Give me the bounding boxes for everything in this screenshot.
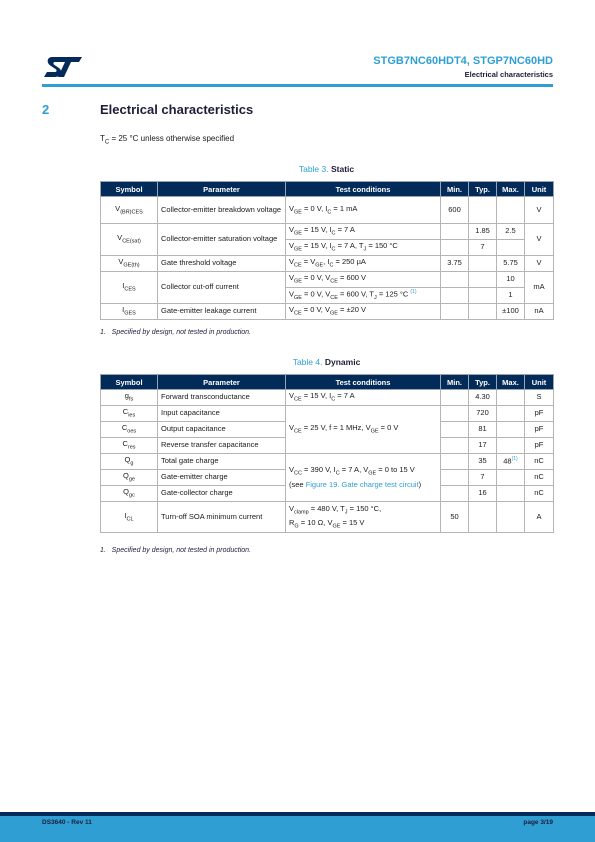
typ-cell: 1.85 <box>469 224 497 240</box>
condition-cell: $V_{GE} = 15$ V, $I_C = 7$ A <box>286 224 441 240</box>
table-row <box>101 197 554 224</box>
figure-19-link[interactable]: Figure 19. Gate charge test circuit <box>305 479 419 489</box>
header-subtitle: Electrical characteristics <box>464 70 553 79</box>
col-typ: Typ. <box>469 375 497 390</box>
symbol-cell: $C_{res}$ <box>101 438 158 454</box>
condition-cell: $V_{GE} = 0$ V, $V_{CE} = 600$ V <box>286 272 441 288</box>
typ-cell <box>469 304 497 320</box>
min-cell <box>441 454 469 470</box>
min-cell <box>441 288 469 304</box>
symbol-cell: $C_{oes}$ <box>101 422 158 438</box>
static-table <box>100 181 554 320</box>
parameter-cell: Reverse transfer capacitance <box>158 438 286 454</box>
col-symbol: Symbol <box>101 375 158 390</box>
symbol-cell: $C_{ies}$ <box>101 406 158 422</box>
unit-cell: A <box>525 502 554 533</box>
min-cell <box>441 240 469 256</box>
min-cell <box>441 470 469 486</box>
min-cell: 50 <box>441 502 469 533</box>
page-number: page 3/19 <box>523 819 553 826</box>
unit-cell: nC <box>525 486 554 502</box>
typ-cell <box>469 288 497 304</box>
parameter-cell: Gate-collector charge <box>158 486 286 502</box>
test-condition-note: $T_C = 25$ °C unless otherwise specified <box>100 134 235 146</box>
condition-cell: $V_{CC} = 390$ V, $I_C = 7$ A, $V_{GE} = 0$ to 15 V (see Figure 19. Gate charge test circuit) <box>286 454 441 502</box>
min-cell: 600 <box>441 197 469 224</box>
min-cell <box>441 422 469 438</box>
unit-cell: V <box>525 256 554 272</box>
parameter-cell: Collector-emitter breakdown voltage <box>158 197 286 224</box>
table-header-row <box>101 182 554 197</box>
table-row <box>101 304 554 320</box>
typ-cell: 81 <box>469 422 497 438</box>
min-cell <box>441 390 469 406</box>
table-row <box>101 256 554 272</box>
max-cell <box>497 240 525 256</box>
typ-cell: 35 <box>469 454 497 470</box>
symbol-cell: $Q_g$ <box>101 454 158 470</box>
symbol-cell: $Q_{ge}$ <box>101 470 158 486</box>
min-cell <box>441 486 469 502</box>
typ-cell <box>469 197 497 224</box>
parameter-cell: Total gate charge <box>158 454 286 470</box>
max-cell <box>497 486 525 502</box>
col-max: Max. <box>497 182 525 197</box>
symbol-cell: $V_{CE(sat)}$ <box>101 224 158 256</box>
condition-cell: $V_{CE} = V_{GE}$, $I_C = 250$ µA <box>286 256 441 272</box>
typ-cell: 4.30 <box>469 390 497 406</box>
min-cell <box>441 438 469 454</box>
col-min: Min. <box>441 375 469 390</box>
max-cell: ±100 <box>497 304 525 320</box>
typ-cell <box>469 256 497 272</box>
symbol-cell: $V_{(BR)CES}$ <box>101 197 158 224</box>
st-logo <box>42 55 84 79</box>
typ-cell <box>469 502 497 533</box>
symbol-cell: $I_{CL}$ <box>101 502 158 533</box>
parameter-cell: Output capacitance <box>158 422 286 438</box>
parameter-cell: Gate threshold voltage <box>158 256 286 272</box>
table-row <box>101 224 554 240</box>
unit-cell: pF <box>525 422 554 438</box>
col-max: Max. <box>497 375 525 390</box>
typ-cell: 720 <box>469 406 497 422</box>
condition-cell: $V_{GE} = 0$ V, $V_{CE} = 600$ V, $T_J = 125$ °C $^{(1)}$ <box>286 288 441 304</box>
max-cell: 1 <box>497 288 525 304</box>
typ-cell <box>469 272 497 288</box>
symbol-cell: $g_{fs}$ <box>101 390 158 406</box>
min-cell <box>441 224 469 240</box>
col-min: Min. <box>441 182 469 197</box>
max-cell: 48$^{(1)}$ <box>497 454 525 470</box>
section-title: Electrical characteristics <box>100 102 254 117</box>
max-cell <box>497 197 525 224</box>
symbol-cell: $I_{CES}$ <box>101 272 158 304</box>
parameter-cell: Input capacitance <box>158 406 286 422</box>
section-number: 2 <box>42 102 50 117</box>
col-symbol: Symbol <box>101 182 158 197</box>
unit-cell: nC <box>525 470 554 486</box>
unit-cell: nC <box>525 454 554 470</box>
unit-cell: pF <box>525 406 554 422</box>
typ-cell: 7 <box>469 240 497 256</box>
condition-cell: $V_{CE} = 0$ V, $V_{GE} = \pm 20$ V <box>286 304 441 320</box>
min-cell <box>441 304 469 320</box>
unit-cell: V <box>525 197 554 224</box>
col-unit: Unit <box>525 375 554 390</box>
parameter-cell: Forward transconductance <box>158 390 286 406</box>
symbol-cell: $V_{GE(th)}$ <box>101 256 158 272</box>
document-title: STGB7NC60HDT4, STGP7NC60HD <box>373 55 553 67</box>
table3-footnote: 1. Specified by design, not tested in production. <box>100 329 251 336</box>
unit-cell: V <box>525 224 554 256</box>
unit-cell: nA <box>525 304 554 320</box>
table-row <box>101 502 554 533</box>
symbol-cell: $Q_{gc}$ <box>101 486 158 502</box>
max-cell: 2.5 <box>497 224 525 240</box>
table4-caption: Table 4. Dynamic <box>292 357 361 367</box>
parameter-cell: Turn-off SOA minimum current <box>158 502 286 533</box>
col-unit: Unit <box>525 182 554 197</box>
document-revision: DS3640 - Rev 11 <box>42 819 92 826</box>
typ-cell: 7 <box>469 470 497 486</box>
table3-caption: Table 3. Static <box>298 164 355 174</box>
col-test-conditions: Test conditions <box>286 375 441 390</box>
condition-cell: $V_{CE} = 15$ V, $I_C = 7$ A <box>286 390 441 406</box>
parameter-cell: Gate-emitter charge <box>158 470 286 486</box>
min-cell: 3.75 <box>441 256 469 272</box>
symbol-cell: $I_{GES}$ <box>101 304 158 320</box>
min-cell <box>441 406 469 422</box>
condition-cell: $V_{GE} = 0$ V, $I_C = 1$ mA <box>286 197 441 224</box>
max-cell <box>497 406 525 422</box>
col-parameter: Parameter <box>158 182 286 197</box>
max-cell <box>497 438 525 454</box>
table-header-row <box>101 375 554 390</box>
typ-cell: 17 <box>469 438 497 454</box>
min-cell <box>441 272 469 288</box>
condition-cell: $V_{CE} = 25$ V, f = 1 MHz, $V_{GE} = 0$ V <box>286 406 441 454</box>
col-parameter: Parameter <box>158 375 286 390</box>
header-rule <box>42 84 553 87</box>
parameter-cell: Collector cut-off current <box>158 272 286 304</box>
max-cell <box>497 502 525 533</box>
max-cell <box>497 422 525 438</box>
table-row <box>101 406 554 422</box>
parameter-cell: Collector-emitter saturation voltage <box>158 224 286 256</box>
max-cell <box>497 390 525 406</box>
condition-cell: $V_{clamp} = 480$ V, $T_J = 150$ °C, $R_G = 10$ Ω, $V_{GE} = 15$ V <box>286 502 441 533</box>
table-row <box>101 454 554 470</box>
table-row <box>101 390 554 406</box>
max-cell <box>497 470 525 486</box>
unit-cell: pF <box>525 438 554 454</box>
max-cell: 10 <box>497 272 525 288</box>
unit-cell: S <box>525 390 554 406</box>
typ-cell: 16 <box>469 486 497 502</box>
footnote-ref: (1) <box>511 455 518 462</box>
parameter-cell: Gate-emitter leakage current <box>158 304 286 320</box>
table-row <box>101 272 554 288</box>
unit-cell: mA <box>525 272 554 304</box>
col-typ: Typ. <box>469 182 497 197</box>
col-test-conditions: Test conditions <box>286 182 441 197</box>
max-cell: 5.75 <box>497 256 525 272</box>
condition-cell: $V_{GE} = 15$ V, $I_C = 7$ A, $T_J = 150$ °C <box>286 240 441 256</box>
footnote-ref: (1) <box>410 288 417 295</box>
dynamic-table <box>100 374 554 533</box>
table4-footnote: 1. Specified by design, not tested in production. <box>100 547 251 554</box>
